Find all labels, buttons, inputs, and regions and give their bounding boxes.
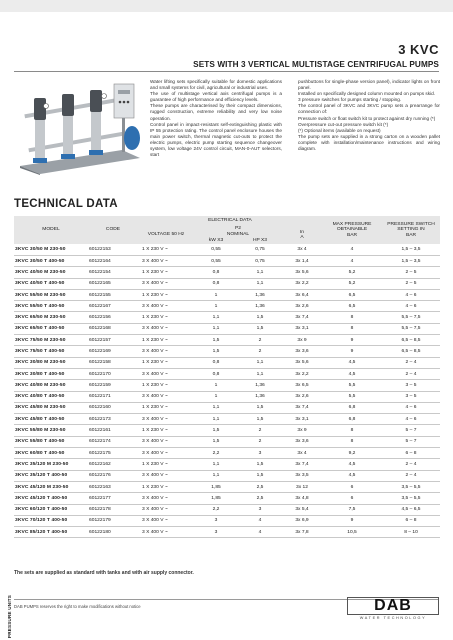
cell-pressure-switch: 4 – 6	[382, 414, 440, 425]
cell-model: 3KVC 40/50 M 230-50	[14, 267, 88, 278]
cell-pressure-switch: 5 – 7	[382, 436, 440, 447]
table-row	[14, 493, 440, 504]
cell-in: 3x 7,4	[282, 402, 322, 413]
cell-code: 60122176	[88, 470, 138, 481]
cell-hp: 2	[238, 346, 282, 357]
header-code: CODE	[88, 216, 138, 244]
cell-code: 60122156	[88, 312, 138, 323]
cell-code: 60122162	[88, 459, 138, 470]
cell-voltage: 3 X 400 V ~	[138, 301, 194, 312]
header-divider	[14, 71, 439, 72]
cell-in: 3x 5,6	[282, 357, 322, 368]
cell-voltage: 3 X 400 V ~	[138, 414, 194, 425]
table-row	[14, 425, 440, 436]
description-paragraph: (*) Optional items (available on request)	[298, 127, 381, 133]
side-tab	[1, 594, 13, 639]
cell-kw: 3	[194, 527, 238, 538]
cell-code: 60122159	[88, 380, 138, 391]
cell-pressure-switch: 3 – 5	[382, 391, 440, 402]
cell-voltage: 3 X 400 V ~	[138, 436, 194, 447]
cell-hp: 1,5	[238, 414, 282, 425]
page-subtitle: SETS WITH 3 VERTICAL MULTISTAGE CENTRIFUGAL PUMPS	[193, 60, 439, 69]
cell-hp: 4	[238, 527, 282, 538]
description-column-1	[150, 79, 282, 158]
header-in-label: In	[299, 229, 305, 235]
cell-hp: 0,75	[238, 255, 282, 266]
table-row	[14, 459, 440, 470]
header-p2-label: P2	[235, 226, 241, 231]
cell-in: 3x 3,1	[282, 414, 322, 425]
cell-code: 60122164	[88, 255, 138, 266]
cell-pressure-switch: 2 – 5	[382, 267, 440, 278]
table-row	[14, 515, 440, 526]
cell-in: 3x 7,4	[282, 459, 322, 470]
cell-hp: 2	[238, 425, 282, 436]
cell-pressure-switch: 2 – 4	[382, 470, 440, 481]
table-row	[14, 368, 440, 379]
cell-hp: 2,5	[238, 481, 282, 492]
cell-voltage: 3 X 400 V ~	[138, 470, 194, 481]
table-row	[14, 289, 440, 300]
cell-kw: 0,8	[194, 368, 238, 379]
cell-kw: 0,8	[194, 267, 238, 278]
cell-model: 3KVC 85/120 T 400-50	[14, 527, 88, 538]
cell-hp: 1,1	[238, 278, 282, 289]
cell-in: 3x 3,6	[282, 436, 322, 447]
cell-model: 3KVC 30/80 M 230-50	[14, 357, 88, 368]
table-row	[14, 357, 440, 368]
cell-code: 60122161	[88, 425, 138, 436]
cell-pressure-switch: 4,5 – 6,5	[382, 504, 440, 515]
cell-max-pressure: 4	[322, 244, 382, 255]
cell-hp: 1,36	[238, 289, 282, 300]
table-row	[14, 380, 440, 391]
cell-model: 3KVC 55/50 M 230-50	[14, 289, 88, 300]
header-max-pressure-label: MAX PRESSURE OBTAINABLE	[332, 221, 372, 233]
cell-model: 3KVC 30/80 T 400-50	[14, 368, 88, 379]
description-paragraph: Installed on specifically designed column mounted on pumps skid.	[298, 91, 436, 97]
cell-model: 3KVC 45/120 T 400-50	[14, 493, 88, 504]
cell-kw: 1	[194, 391, 238, 402]
description-paragraph: The use of multistage vertical axis centrifugal pumps is a guarantee of high performance and efficiency levels.	[150, 91, 282, 103]
cell-hp: 1,1	[238, 357, 282, 368]
footer-disclaimer: DAB PUMPS reserves the right to make modifications without notice	[14, 604, 141, 609]
cell-in: 3x 4	[282, 244, 322, 255]
table-row	[14, 312, 440, 323]
cell-pressure-switch: 2 – 4	[382, 357, 440, 368]
cell-voltage: 3 X 400 V ~	[138, 448, 194, 459]
cell-voltage: 3 X 400 V ~	[138, 255, 194, 266]
cell-code: 60122179	[88, 515, 138, 526]
cell-pressure-switch: 5,5 – 7,5	[382, 312, 440, 323]
cell-code: 60122157	[88, 335, 138, 346]
header-kw: kW X3	[194, 237, 238, 244]
cell-model: 3KVC 40/80 M 230-50	[14, 380, 88, 391]
table-row	[14, 267, 440, 278]
header-hp: HP X3	[238, 237, 282, 244]
header-p2	[194, 226, 282, 237]
cell-model: 3KVC 30/50 M 230-50	[14, 244, 88, 255]
cell-model: 3KVC 40/80 T 400-50	[14, 391, 88, 402]
cell-voltage: 3 X 400 V ~	[138, 278, 194, 289]
cell-in: 3x 12	[282, 481, 322, 492]
cell-kw: 1	[194, 289, 238, 300]
cell-voltage: 3 X 400 V ~	[138, 493, 194, 504]
cell-in: 3x 5,6	[282, 267, 322, 278]
cell-hp: 1,5	[238, 323, 282, 334]
cell-pressure-switch: 5,5 – 7,5	[382, 323, 440, 334]
description-paragraph: Control panel in impact-resistant self-extinguishing plastic with IP 55 protection rating. The control panel enclosure houses the main power switch, thermal magnetic cut-outs to protect the electric pumps, electric pump starting sequence changeover system, low voltage 24V control circuit, MAN-0-AUT selectors, start	[150, 121, 282, 158]
cell-pressure-switch: 6 – 8	[382, 515, 440, 526]
cell-pressure-switch: 2 – 4	[382, 459, 440, 470]
cell-hp: 2	[238, 335, 282, 346]
cell-kw: 1	[194, 301, 238, 312]
table-row	[14, 335, 440, 346]
cell-kw: 0,8	[194, 357, 238, 368]
cell-code: 60122168	[88, 323, 138, 334]
table-row	[14, 481, 440, 492]
cell-hp: 1,5	[238, 459, 282, 470]
technical-data-table	[14, 216, 440, 538]
cell-in: 3x 6,5	[282, 380, 322, 391]
cell-code: 60122177	[88, 493, 138, 504]
cell-model: 3KVC 40/50 T 400-50	[14, 278, 88, 289]
cell-max-pressure: 5,5	[322, 391, 382, 402]
cell-hp: 1,36	[238, 301, 282, 312]
cell-max-pressure: 4,5	[322, 368, 382, 379]
table-row	[14, 244, 440, 255]
cell-pressure-switch: 1,5 – 3,5	[382, 255, 440, 266]
cell-model: 3KVC 45/120 M 230-50	[14, 481, 88, 492]
description-paragraph: pushbuttons for single-phase version panel), indicator lights on front panel.	[298, 79, 440, 91]
cell-voltage: 1 X 230 V ~	[138, 289, 194, 300]
cell-pressure-switch: 3 – 5	[382, 380, 440, 391]
cell-max-pressure: 9	[322, 335, 382, 346]
cell-model: 3KVC 35/120 M 230-50	[14, 459, 88, 470]
cell-code: 60122158	[88, 357, 138, 368]
cell-in: 3x 7,4	[282, 312, 322, 323]
cell-voltage: 3 X 400 V ~	[138, 346, 194, 357]
header-max-pressure	[322, 216, 382, 244]
cell-code: 60122160	[88, 402, 138, 413]
cell-code: 60122167	[88, 301, 138, 312]
cell-pressure-switch: 3,5 – 5,5	[382, 493, 440, 504]
cell-voltage: 1 X 230 V ~	[138, 481, 194, 492]
cell-code: 60122170	[88, 368, 138, 379]
cell-in: 3x 2,6	[282, 301, 322, 312]
cell-voltage: 1 X 230 V ~	[138, 335, 194, 346]
description-paragraph: The control panel of 3KVC and 3KVC pump sets a prearrange for connection of:	[298, 103, 440, 115]
header-pressure-switch-unit: BAR	[405, 232, 417, 238]
cell-voltage: 3 X 400 V ~	[138, 368, 194, 379]
cell-kw: 1,1	[194, 470, 238, 481]
cell-voltage: 1 X 230 V ~	[138, 357, 194, 368]
cell-kw: 1,5	[194, 436, 238, 447]
cell-model: 3KVC 65/50 M 230-50	[14, 312, 88, 323]
page-title: 3 KVC	[398, 42, 439, 57]
cell-voltage: 3 X 400 V ~	[138, 504, 194, 515]
cell-max-pressure: 9	[322, 515, 382, 526]
cell-hp: 1,1	[238, 368, 282, 379]
cell-pressure-switch: 4 – 6	[382, 289, 440, 300]
header-in-unit: A	[300, 235, 304, 241]
cell-kw: 1,5	[194, 346, 238, 357]
cell-hp: 2,5	[238, 493, 282, 504]
cell-max-pressure: 7,5	[322, 504, 382, 515]
cell-kw: 3	[194, 515, 238, 526]
brand-logo	[347, 597, 439, 620]
cell-model: 3KVC 55/80 T 400-50	[14, 436, 88, 447]
logo-text: DAB	[374, 597, 412, 614]
cell-model: 3KVC 65/50 T 400-50	[14, 323, 88, 334]
table-row	[14, 402, 440, 413]
cell-voltage: 1 X 230 V ~	[138, 312, 194, 323]
cell-code: 60122174	[88, 436, 138, 447]
cell-kw: 2,2	[194, 448, 238, 459]
cell-max-pressure: 6,8	[322, 402, 382, 413]
cell-in: 3x 6,4	[282, 289, 322, 300]
header-max-pressure-unit: BAR	[346, 232, 358, 238]
side-tab-label: PRESSURE UNITS	[7, 594, 13, 639]
cell-max-pressure: 5,2	[322, 267, 382, 278]
cell-in: 3x 4	[282, 448, 322, 459]
cell-kw: 1,5	[194, 425, 238, 436]
cell-in: 3x 5,4	[282, 504, 322, 515]
cell-pressure-switch: 8 – 10	[382, 527, 440, 538]
cell-kw: 1	[194, 380, 238, 391]
cell-code: 60122163	[88, 481, 138, 492]
cell-kw: 0,8	[194, 278, 238, 289]
header-p2-nominal: NOMINAL	[226, 231, 250, 237]
cell-max-pressure: 6,5	[322, 289, 382, 300]
cell-model: 3KVC 45/80 M 230-50	[14, 402, 88, 413]
cell-in: 3x 3,6	[282, 346, 322, 357]
cell-in: 3x 2,2	[282, 368, 322, 379]
cell-model: 3KVC 55/50 T 400-50	[14, 301, 88, 312]
cell-max-pressure: 5,5	[322, 380, 382, 391]
cell-pressure-switch: 6,5 – 8,5	[382, 346, 440, 357]
description-paragraph: Pressure switch or float switch kit to protect against dry running (*)	[298, 115, 436, 121]
cell-voltage: 3 X 400 V ~	[138, 527, 194, 538]
cell-max-pressure: 9,2	[322, 448, 382, 459]
cell-in: 3x 2,6	[282, 391, 322, 402]
header-model: MODEL	[14, 216, 88, 244]
table-body	[14, 244, 440, 538]
cell-model: 3KVC 75/50 M 230-50	[14, 335, 88, 346]
description-paragraph: These pumps are characterised by their compact dimensions, rugged construction, extreme reliability and very low noise operation.	[150, 103, 282, 121]
table-row	[14, 255, 440, 266]
table-row	[14, 278, 440, 289]
table-row	[14, 527, 440, 538]
cell-pressure-switch: 6,5 – 8,5	[382, 335, 440, 346]
cell-in: 3x 4,8	[282, 493, 322, 504]
cell-code: 60122169	[88, 346, 138, 357]
cell-in: 3x 7,8	[282, 527, 322, 538]
section-title: TECHNICAL DATA	[14, 198, 118, 210]
cell-max-pressure: 6	[322, 481, 382, 492]
cell-code: 60122178	[88, 504, 138, 515]
cell-kw: 1,1	[194, 402, 238, 413]
cell-hp: 1,1	[238, 267, 282, 278]
cell-hp: 1,5	[238, 402, 282, 413]
cell-in: 3x 1,4	[282, 255, 322, 266]
header-pressure-switch	[382, 216, 440, 244]
top-band	[0, 0, 453, 12]
cell-model: 3KVC 30/50 T 400-50	[14, 255, 88, 266]
cell-pressure-switch: 3,5 – 5,5	[382, 481, 440, 492]
cell-code: 60122165	[88, 278, 138, 289]
cell-voltage: 1 X 230 V ~	[138, 267, 194, 278]
cell-in: 3x 3,5	[282, 470, 322, 481]
cell-code: 60122155	[88, 289, 138, 300]
cell-voltage: 3 X 400 V ~	[138, 391, 194, 402]
cell-code: 60122173	[88, 414, 138, 425]
description-paragraph: The pump sets are supplied in a strong carton on a wooden pallet complete with installation/maintenance instructions and wiring diagram.	[298, 133, 440, 152]
table-row	[14, 470, 440, 481]
cell-max-pressure: 10,5	[322, 527, 382, 538]
cell-voltage: 1 X 230 V ~	[138, 459, 194, 470]
description-paragraph: 3 pressure switches for pumps starting / stopping.	[298, 97, 402, 103]
cell-kw: 1,1	[194, 414, 238, 425]
cell-model: 3KVC 35/120 T 400-50	[14, 470, 88, 481]
cell-model: 3KVC 45/80 T 400-50	[14, 414, 88, 425]
cell-code: 60122171	[88, 391, 138, 402]
cell-code: 60122154	[88, 267, 138, 278]
cell-hp: 2	[238, 436, 282, 447]
table-row	[14, 323, 440, 334]
cell-hp: 3	[238, 504, 282, 515]
cell-pressure-switch: 2 – 4	[382, 368, 440, 379]
cell-kw: 1,1	[194, 459, 238, 470]
header-electrical-data: ELECTRICAL DATA	[138, 216, 322, 226]
cell-model: 3KVC 60/80 T 400-50	[14, 448, 88, 459]
page-header	[193, 42, 439, 69]
cell-model: 3KVC 60/120 T 400-50	[14, 504, 88, 515]
cell-voltage: 1 X 230 V ~	[138, 244, 194, 255]
cell-in: 3x 3,1	[282, 323, 322, 334]
cell-code: 60122180	[88, 527, 138, 538]
description-paragraph: Water lifting sets specifically suitable for domestic applications and small systems for civil, agricultural or industrial uses.	[150, 79, 282, 91]
pump-set-image	[14, 80, 144, 175]
cell-kw: 1,1	[194, 312, 238, 323]
cell-code: 60122153	[88, 244, 138, 255]
cell-in: 3x 6,9	[282, 515, 322, 526]
cell-pressure-switch: 4 – 6	[382, 301, 440, 312]
cell-hp: 0,75	[238, 244, 282, 255]
logo-box	[347, 597, 439, 615]
cell-hp: 1,5	[238, 470, 282, 481]
cell-max-pressure: 5,2	[322, 278, 382, 289]
cell-model: 3KVC 70/120 T 400-50	[14, 515, 88, 526]
description-paragraph: Overpressure cut-out pressure switch kit (*)	[298, 121, 389, 127]
header-voltage: VOLTAGE 50 Hz	[138, 226, 194, 244]
cell-in: 3x 9	[282, 335, 322, 346]
logo-tagline: WATER TECHNOLOGY	[359, 616, 427, 620]
cell-max-pressure: 8	[322, 323, 382, 334]
cell-voltage: 3 X 400 V ~	[138, 515, 194, 526]
cell-max-pressure: 8	[322, 312, 382, 323]
cell-voltage: 1 X 230 V ~	[138, 380, 194, 391]
table-row	[14, 414, 440, 425]
cell-max-pressure: 4,5	[322, 459, 382, 470]
header-in	[282, 226, 322, 244]
cell-voltage: 1 X 230 V ~	[138, 425, 194, 436]
cell-in: 3x 2,2	[282, 278, 322, 289]
cell-max-pressure: 4	[322, 255, 382, 266]
table-row	[14, 504, 440, 515]
cell-pressure-switch: 2 – 5	[382, 278, 440, 289]
table-row	[14, 436, 440, 447]
cell-max-pressure: 4,5	[322, 470, 382, 481]
cell-in: 3x 9	[282, 425, 322, 436]
cell-model: 3KVC 55/80 M 230-50	[14, 425, 88, 436]
cell-max-pressure: 9	[322, 346, 382, 357]
cell-max-pressure: 8	[322, 425, 382, 436]
cell-kw: 1,5	[194, 335, 238, 346]
table-row	[14, 301, 440, 312]
cell-max-pressure: 6,8	[322, 414, 382, 425]
cell-hp: 1,36	[238, 391, 282, 402]
cell-voltage: 1 X 230 V ~	[138, 402, 194, 413]
cell-kw: 1,85	[194, 493, 238, 504]
cell-kw: 1,1	[194, 323, 238, 334]
cell-pressure-switch: 6 – 8	[382, 448, 440, 459]
cell-kw: 0,55	[194, 244, 238, 255]
cell-hp: 4	[238, 515, 282, 526]
cell-pressure-switch: 4 – 6	[382, 402, 440, 413]
table-row	[14, 346, 440, 357]
header-pressure-switch-label: PRESSURE SWITCH SETTING IN	[387, 221, 435, 233]
cell-model: 3KVC 75/50 T 400-50	[14, 346, 88, 357]
cell-kw: 1,85	[194, 481, 238, 492]
cell-voltage: 3 X 400 V ~	[138, 323, 194, 334]
cell-kw: 2,2	[194, 504, 238, 515]
cell-max-pressure: 8	[322, 436, 382, 447]
cell-pressure-switch: 5 – 7	[382, 425, 440, 436]
table-footnote: The sets are supplied as standard with tanks and with air supply connector.	[14, 570, 194, 576]
description-column-2	[298, 79, 440, 152]
cell-code: 60122175	[88, 448, 138, 459]
cell-max-pressure: 6	[322, 493, 382, 504]
table-row	[14, 448, 440, 459]
cell-max-pressure: 6,5	[322, 301, 382, 312]
cell-kw: 0,55	[194, 255, 238, 266]
table-row	[14, 391, 440, 402]
cell-max-pressure: 4,5	[322, 357, 382, 368]
cell-hp: 3	[238, 448, 282, 459]
cell-hp: 1,36	[238, 380, 282, 391]
cell-hp: 1,5	[238, 312, 282, 323]
cell-pressure-switch: 1,5 – 3,5	[382, 244, 440, 255]
